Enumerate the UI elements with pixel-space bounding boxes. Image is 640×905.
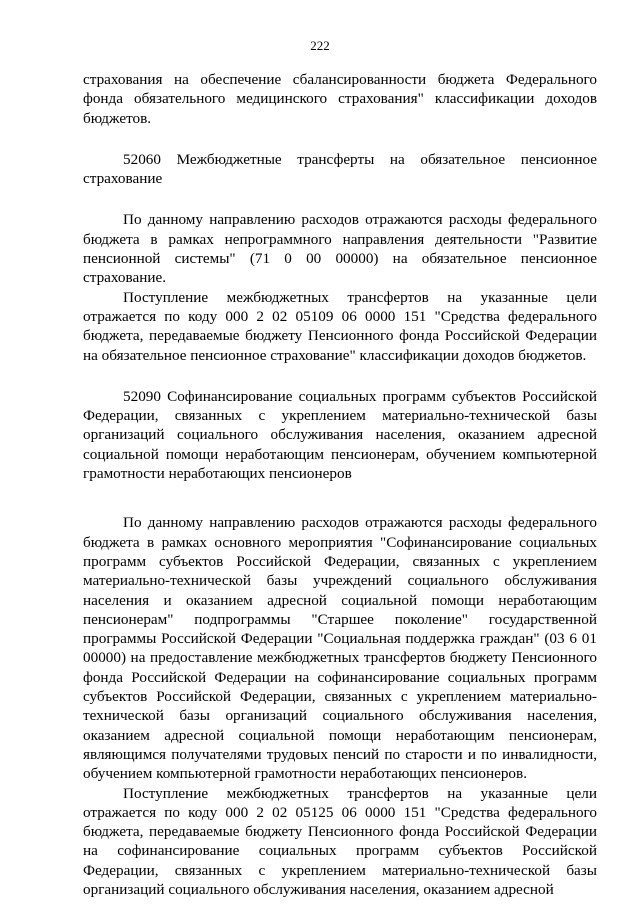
page-number: 222 — [310, 38, 330, 53]
section-heading-52090: 52090 Софинансирование социальных программ субъектов Российской Федерации, связанных с укреплением материально-технической базы организаций социального обслуживания населения, оказанием адресной социальной помощи неработающим пенсионерам, обучением компьютерной грамотности неработающих пенсионеров — [83, 387, 597, 483]
paragraph-52060-revenue-code: Поступление межбюджетных трансфертов на указанные цели отражается по коду 000 2 02 05109 06 0000 151 "Средства федерального бюджета, передаваемые бюджету Пенсионного фонда Российской Федерации на обязательное пенсионное страхование" классификации доходов бюджетов. — [83, 288, 597, 364]
section-heading-52060: 52060 Межбюджетные трансферты на обязательное пенсионное страхование — [83, 150, 597, 188]
paragraph-52090-revenue-code: Поступление межбюджетных трансфертов на указанные цели отражается по коду 000 2 02 05125 06 0000 151 "Средства федерального бюджета, передаваемые бюджету Пенсионного фонда Российской Федерации на софинансирование социальных программ субъектов Российской Федерации, связанных с укреплением материально-технической базы организаций социального обслуживания населения, оказанием адресной — [83, 784, 597, 898]
paragraph-52090-description: По данному направлению расходов отражаются расходы федерального бюджета в рамках основного мероприятия "Софинансирование социальных программ субъектов Российской Федерации, связанных с укреплением материально-технической базы учреждений социального обслуживания населения и оказанием адресной социальной помощи неработающим пенсионерам" подпрограммы "Старшее поколение" государственной программы Российской Федерации "Социальная поддержка граждан" (03 6 01 00000) на предоставление межбюджетных трансфертов бюджету Пенсионного фонда Российской Федерации на софинансирование социальных программ субъектов Российской Федерации, связанных с укреплением материально-технической базы организаций социального обслуживания населения, оказанием адресной социальной помощи неработающим пенсионерам, являющимся получателями трудовых пенсий по старости и по инвалидности, обучением компьютерной грамотности неработающих пенсионеров. — [83, 514, 597, 783]
document-body — [83, 70, 597, 899]
paragraph-continuation: страхования на обеспечение сбалансированности бюджета Федерального фонда обязательного медицинского страхования" классификации доходов бюджетов. — [83, 71, 597, 127]
paragraph-52060-description: По данному направлению расходов отражаются расходы федерального бюджета в рамках непрограммного направления деятельности "Развитие пенсионной системы" (71 0 00 00000) на обязательное пенсионное страхование. — [83, 211, 597, 287]
